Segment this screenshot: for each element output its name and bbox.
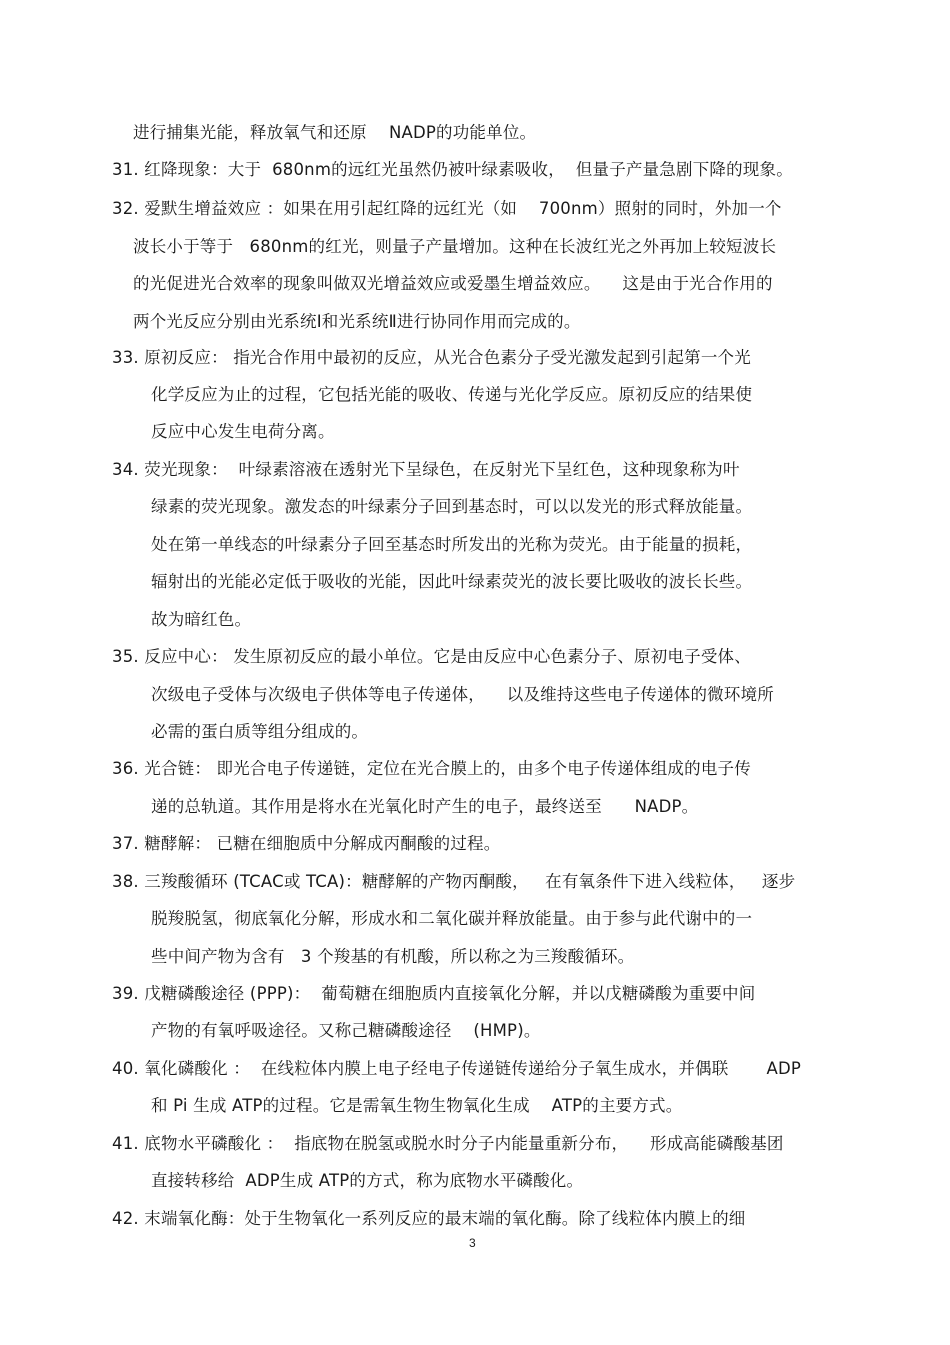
- text-line: 反应中心发生电荷分离。: [151, 422, 335, 441]
- text-line: 波长小于等于 680nm的红光，则量子产量增加。这种在长波红光之外再加上较短波长: [133, 237, 777, 256]
- text-line: 31. 红降现象：大于 680nm的远红光虽然仍被叶绿素吸收， 但量子产量急剧下降的现象。: [112, 160, 793, 179]
- page-number: 3: [469, 1236, 476, 1250]
- text-line: 37. 糖酵解： 已糖在细胞质中分解成丙酮酸的过程。: [112, 834, 501, 853]
- text-line: 39. 戊糖磷酸途径 (PPP)： 葡萄糖在细胞质内直接氧化分解，并以戊糖磷酸为重要中间: [112, 984, 756, 1003]
- text-line: 和 Pi 生成 ATP的过程。它是需氧生物生物氧化生成 ATP的主要方式。: [151, 1096, 683, 1115]
- text-line: 35. 反应中心： 发生原初反应的最小单位。它是由反应中心色素分子、原初电子受体、: [112, 647, 751, 666]
- text-line: 42. 末端氧化酶：处于生物氧化一系列反应的最末端的氧化酶。除了线粒体内膜上的细: [112, 1209, 746, 1228]
- text-line: 34. 荧光现象： 叶绿素溶液在透射光下呈绿色，在反射光下呈红色，这种现象称为叶: [112, 460, 740, 479]
- text-line: 33. 原初反应： 指光合作用中最初的反应，从光合色素分子受光激发起到引起第一个光: [112, 348, 751, 367]
- text-line: 36. 光合链： 即光合电子传递链，定位在光合膜上的，由多个电子传递体组成的电子传: [112, 759, 751, 778]
- text-line: 些中间产物为含有 3 个羧基的有机酸，所以称之为三羧酸循环。: [151, 947, 635, 966]
- text-line: 进行捕集光能，释放氧气和还原 NADP的功能单位。: [133, 123, 537, 142]
- text-line: 故为暗红色。: [151, 610, 252, 629]
- text-line: 直接转移给 ADP生成 ATP的方式，称为底物水平磷酸化。: [151, 1171, 584, 1190]
- text-line: 必需的蛋白质等组分组成的。: [151, 722, 369, 741]
- text-line: 绿素的荧光现象。激发态的叶绿素分子回到基态时，可以以发光的形式释放能量。: [151, 497, 753, 516]
- text-line: 的光促进光合效率的现象叫做双光增益效应或爱墨生增益效应。 这是由于光合作用的: [133, 274, 773, 293]
- text-line: 产物的有氧呼吸途径。又称己糖磷酸途径 (HMP)。: [151, 1021, 541, 1040]
- text-line: 处在第一单线态的叶绿素分子回至基态时所发出的光称为荧光。由于能量的损耗，: [151, 535, 753, 554]
- text-line: 32. 爱默生增益效应 ：如果在用引起红降的远红光（如 700nm）照射的同时，外加一个: [112, 199, 782, 218]
- text-line: 辐射出的光能必定低于吸收的光能，因此叶绿素荧光的波长要比吸收的波长长些。: [151, 572, 753, 591]
- text-line: 递的总轨道。其作用是将水在光氧化时产生的电子，最终送至 NADP。: [151, 797, 699, 816]
- text-line: 次级电子受体与次级电子供体等电子传递体， 以及维持这些电子传递体的微环境所: [151, 685, 774, 704]
- text-line: 38. 三羧酸循环 (TCAC或 TCA)：糖酵解的产物丙酮酸， 在有氧条件下进入线粒体， 逐步: [112, 872, 796, 891]
- text-line: 两个光反应分别由光系统Ⅰ和光系统Ⅱ进行协同作用而完成的。: [133, 312, 581, 331]
- text-line: 脱羧脱氢，彻底氧化分解，形成水和二氧化碳并释放能量。由于参与此代谢中的一: [151, 909, 753, 928]
- text-line: 40. 氧化磷酸化 ： 在线粒体内膜上电子经电子传递链传递给分子氧生成水，并偶联 ADP: [112, 1059, 802, 1078]
- text-line: 化学反应为止的过程，它包括光能的吸收、传递与光化学反应。原初反应的结果使: [151, 385, 753, 404]
- text-line: 41. 底物水平磷酸化 ： 指底物在脱氢或脱水时分子内能量重新分布， 形成高能磷酸基团: [112, 1134, 784, 1153]
